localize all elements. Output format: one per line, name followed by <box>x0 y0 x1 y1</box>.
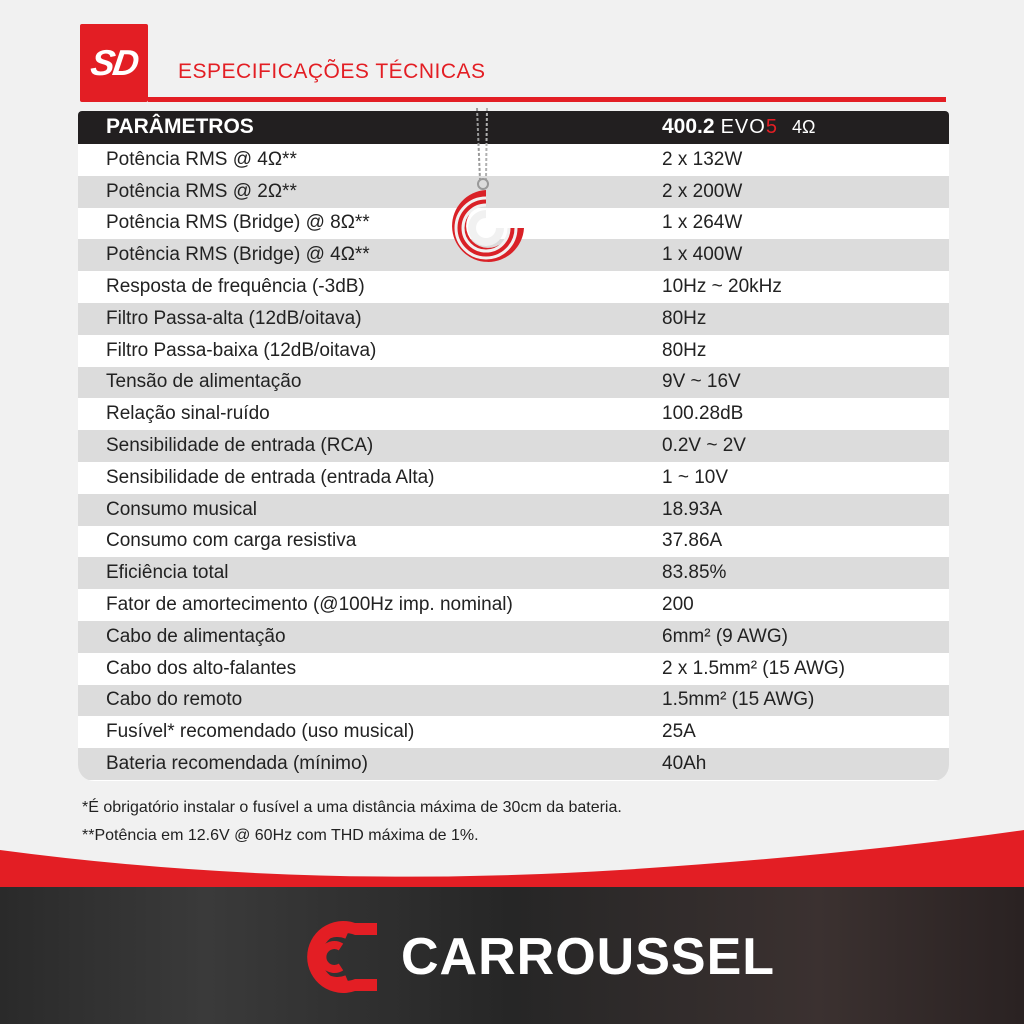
sd-logo <box>80 24 148 102</box>
param-value: 9V ~ 16V <box>662 371 741 393</box>
param-value: 80Hz <box>662 339 707 361</box>
evo-label <box>721 116 778 139</box>
param-value: 0.2V ~ 2V <box>662 435 746 457</box>
param-label: Potência RMS @ 2Ω** <box>106 180 297 202</box>
table-row <box>78 716 949 748</box>
header-divider <box>148 97 946 102</box>
param-label: Resposta de frequência (-3dB) <box>106 276 365 298</box>
param-value: 1 x 400W <box>662 244 743 266</box>
brand-lockup <box>285 913 775 1001</box>
param-label: Consumo musical <box>106 498 257 520</box>
table-row <box>78 621 949 653</box>
param-label: Bateria recomendada (mínimo) <box>106 753 368 775</box>
footnote-power: **Potência em 12.6V @ 60Hz com THD máxima de 1%. <box>82 827 479 844</box>
table-row <box>78 462 949 494</box>
table-row <box>78 589 949 621</box>
param-value: 18.93A <box>662 498 723 520</box>
table-row <box>78 335 949 367</box>
model-number: 400.2 <box>662 115 715 138</box>
param-label: Potência RMS (Bridge) @ 8Ω** <box>106 212 370 234</box>
impedance: 4Ω <box>791 117 816 137</box>
evo-text: EVO <box>720 116 766 138</box>
table-row <box>78 303 949 335</box>
table-row <box>78 430 949 462</box>
param-value: 1 ~ 10V <box>662 466 729 488</box>
param-label: Fusível* recomendado (uso musical) <box>106 721 415 743</box>
table-row <box>78 398 949 430</box>
param-label: Potência RMS (Bridge) @ 4Ω** <box>106 244 370 266</box>
table-row <box>78 748 949 780</box>
evo-number: 5 <box>765 116 778 138</box>
param-value: 2 x 200W <box>662 180 743 202</box>
param-label: Cabo dos alto-falantes <box>106 657 297 679</box>
header-model <box>662 115 815 139</box>
carroussel-c-logo-icon <box>285 913 381 1001</box>
param-value: 1.5mm² (15 AWG) <box>662 689 815 711</box>
param-label: Sensibilidade de entrada (entrada Alta) <box>106 466 435 488</box>
param-value: 80Hz <box>662 307 707 329</box>
table-row <box>78 494 949 526</box>
param-label: Fator de amortecimento (@100Hz imp. nominal) <box>106 594 513 616</box>
table-row <box>78 653 949 685</box>
param-label: Sensibilidade de entrada (RCA) <box>106 435 374 457</box>
param-value: 37.86A <box>662 530 723 552</box>
param-label: Eficiência total <box>106 562 229 584</box>
header-param: PARÂMETROS <box>106 115 254 138</box>
param-value: 40Ah <box>662 753 707 775</box>
param-label: Relação sinal-ruído <box>106 403 270 425</box>
table-row <box>78 557 949 589</box>
table-row <box>78 685 949 717</box>
param-value: 10Hz ~ 20kHz <box>662 276 782 298</box>
footnote-fuse: *É obrigatório instalar o fusível a uma distância máxima de 30cm da bateria. <box>82 799 622 816</box>
sd-logo-text: SD <box>88 42 140 83</box>
param-label: Cabo de alimentação <box>106 625 286 647</box>
param-label: Filtro Passa-alta (12dB/oitava) <box>106 307 362 329</box>
param-value: 25A <box>662 721 696 743</box>
param-value: 2 x 1.5mm² (15 AWG) <box>662 657 845 679</box>
param-value: 100.28dB <box>662 403 744 425</box>
param-value: 83.85% <box>662 562 727 584</box>
page-title: ESPECIFICAÇÕES TÉCNICAS <box>178 60 486 83</box>
param-label: Cabo do remoto <box>106 689 243 711</box>
param-value: 200 <box>662 594 694 616</box>
table-row <box>78 367 949 399</box>
table-row <box>78 271 949 303</box>
param-label: Filtro Passa-baixa (12dB/oitava) <box>106 339 377 361</box>
param-label: Tensão de alimentação <box>106 371 302 393</box>
param-label: Consumo com carga resistiva <box>106 530 357 552</box>
param-value: 6mm² (9 AWG) <box>662 625 788 647</box>
carroussel-keychain-icon <box>440 108 530 263</box>
red-swoosh <box>0 830 1024 890</box>
param-label: Potência RMS @ 4Ω** <box>106 148 297 170</box>
table-row <box>78 526 949 558</box>
brand-name: CARROUSSEL <box>401 928 776 986</box>
param-value: 1 x 264W <box>662 212 743 234</box>
param-value: 2 x 132W <box>662 148 743 170</box>
